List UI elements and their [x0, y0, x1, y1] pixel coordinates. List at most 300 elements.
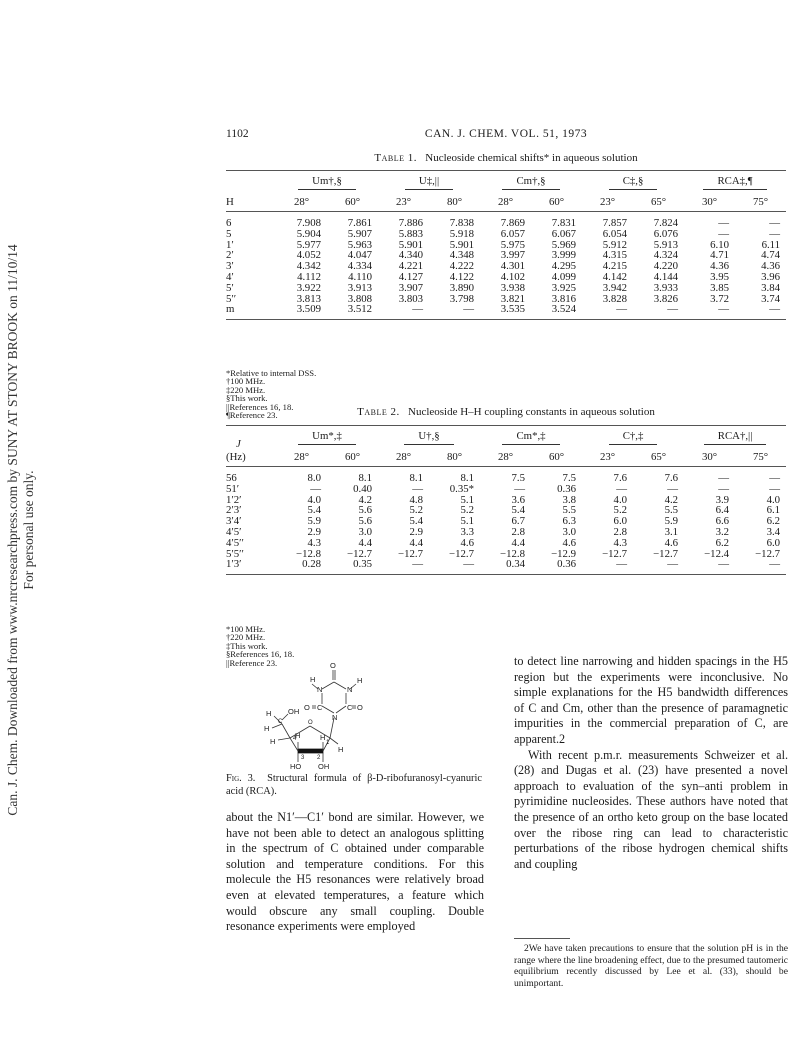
table1-cell: — — [412, 303, 424, 316]
table1-row — [226, 283, 786, 294]
table2-footnote: ‡This work. — [226, 640, 268, 651]
table2-temp-header: 80° — [429, 448, 480, 467]
table2-cell: 3.2 — [715, 525, 730, 538]
table1-group-header — [684, 171, 786, 194]
table2-group-header — [480, 426, 582, 449]
table1-cell: 6.11 — [761, 238, 781, 251]
structural-formula-figure — [226, 658, 480, 770]
table1-cell: 4.315 — [602, 249, 628, 262]
table2-temp-header: 60° — [327, 448, 378, 467]
table1-cell: 7.861 — [347, 217, 373, 229]
table2-cell: −12.7 — [398, 547, 424, 560]
download-note-line2: For personal use only. — [21, 470, 36, 590]
table1-cell: 7.838 — [449, 217, 475, 229]
table2-cell: 4.3 — [307, 536, 321, 549]
table2-cell: 4.4 — [358, 536, 373, 549]
table2-cell: 5.6 — [358, 504, 373, 517]
table2-cell: — — [769, 558, 781, 571]
table2-cell: 0.28 — [302, 558, 321, 571]
table2-cell: 3.1 — [664, 525, 679, 538]
table2-cell: — — [616, 482, 628, 495]
table1-cell: — — [463, 303, 475, 316]
atom-h-5b: H — [264, 724, 270, 733]
table2-cell: 4.3 — [613, 536, 628, 549]
atom-ho3: HO — [290, 762, 302, 770]
table1-cell: 4.102 — [500, 270, 526, 283]
table1-cell: 5.969 — [551, 238, 577, 251]
table1-footnote: ¶Reference 23. — [226, 410, 278, 421]
table2-cell: −12.7 — [449, 547, 475, 560]
table2-cell: 7.6 — [613, 472, 628, 484]
table2-cell: 6.7 — [511, 515, 526, 528]
table1-row — [226, 229, 786, 240]
table1-cell: 3.85 — [710, 281, 730, 294]
table2-cell: −12.7 — [653, 547, 679, 560]
table1-title: Nucleoside chemical shifts* in aqueous solution — [425, 152, 638, 164]
table2-row-label: 56 — [226, 472, 237, 484]
table1-row-label: 5′′ — [226, 292, 237, 305]
table2-cell: 0.34 — [506, 558, 526, 571]
table2-cell: 3.3 — [460, 525, 475, 538]
table2-cell: −12.4 — [704, 547, 730, 560]
table1-cell: 4.144 — [653, 270, 679, 283]
table1-cell: 3.96 — [761, 270, 781, 283]
table1-cell: — — [616, 303, 628, 316]
table1-cell: 3.535 — [500, 303, 526, 316]
table2-cell: 5.6 — [358, 515, 373, 528]
figure3-caption — [226, 772, 482, 798]
table2-cell: 4.2 — [358, 493, 373, 506]
table1-cell: 3.95 — [710, 270, 730, 283]
table1-cell: 4.112 — [297, 270, 321, 283]
table1-footnote: *Relative to internal DSS. — [226, 368, 317, 378]
table1-footnote: †100 MHz. — [226, 376, 266, 387]
table2-cell: 5.2 — [613, 504, 628, 517]
table2-cell: 4.2 — [664, 493, 679, 506]
table2-cell: 2.9 — [307, 525, 321, 538]
table2-cell: 8.1 — [409, 472, 424, 484]
atom-n-right: N — [347, 685, 353, 694]
table1-cell: 5.901 — [449, 238, 475, 251]
table2-title: Nucleoside H–H coupling constants in aqueous solution — [408, 406, 655, 418]
table1-cell: 4.127 — [398, 270, 424, 283]
table1-footnote: ||References 16, 18. — [226, 401, 294, 412]
table2-cell: 5.1 — [460, 515, 475, 528]
table1-temp-header: 65° — [633, 193, 684, 212]
table2-row-label: 5′5′′ — [226, 547, 244, 560]
table2-label: Table 2. — [357, 406, 400, 418]
table1-cell: 5.904 — [296, 227, 321, 240]
atom-num-2: 2 — [317, 755, 321, 761]
table1-row-label: 4′ — [226, 270, 234, 283]
table1-cell: — — [769, 217, 781, 229]
table2-cell: 6.6 — [715, 515, 730, 528]
table2-footnote: †220 MHz. — [226, 632, 266, 643]
table2-row — [226, 467, 786, 484]
table1-group-name: Cm†,§ — [502, 175, 559, 190]
table1-cell: 4.36 — [710, 260, 730, 273]
table2-cell: — — [310, 482, 321, 495]
table1-group-header — [276, 171, 378, 194]
table2-cell: 4.0 — [766, 493, 781, 506]
table1-cell: 5.913 — [653, 238, 679, 251]
table2-cell: 6.1 — [766, 504, 781, 517]
table2-group-name: Um*,‡ — [298, 430, 356, 445]
right-column-text — [514, 654, 788, 872]
atom-o-left: O — [304, 703, 310, 712]
table1-cell: 3.803 — [398, 292, 424, 305]
table1-cell: 4.099 — [551, 270, 577, 283]
table1-cell: 7.857 — [602, 217, 628, 229]
table2-cell: 0.35* — [449, 482, 475, 495]
table1-row-header: H — [226, 171, 276, 212]
atom-oh2: OH — [318, 762, 330, 770]
table1-row — [226, 212, 786, 229]
table1-temp-header: 60° — [327, 193, 378, 212]
table1-cell: 3.942 — [602, 281, 628, 294]
table2-row-label: 51′ — [226, 482, 240, 495]
table1-temp-header: 28° — [480, 193, 531, 212]
table2-cell: −12.7 — [602, 547, 628, 560]
table1-footnote: ‡220 MHz. — [226, 384, 266, 395]
table2-caption — [226, 406, 786, 421]
table2-row — [226, 538, 786, 549]
table1-cell: 4.334 — [347, 260, 373, 273]
atom-n1: N — [332, 713, 338, 722]
table1-cell: 3.925 — [551, 281, 577, 294]
atom-h3: H — [295, 731, 301, 740]
table1-cell: 3.74 — [761, 292, 781, 305]
page-footnote — [514, 938, 788, 989]
table2-cell: 2.9 — [409, 525, 424, 538]
atom-h2: H — [320, 733, 326, 742]
table1-cell: 5.977 — [296, 238, 321, 251]
table2-cell: — — [718, 482, 730, 495]
table2-cell: −12.8 — [296, 547, 321, 560]
table1-cell: 3.813 — [296, 292, 321, 305]
atom-o-right: O — [357, 703, 363, 712]
table1-cell: — — [718, 303, 730, 316]
table1-cell: 3.509 — [296, 303, 321, 316]
right-paragraph-2: With recent p.m.r. measurements Schweizer et al. (28) and Dugas et al. (23) have presented a novel approach to evaluation of the syn–anti problem in pyrimidine nucleosides. These authors have noted that the presence of an ortho keto group on the base located over the ribose ring can lead to characteristic perturbations of the ribose hydrogen chemical shifts and coupling — [514, 747, 788, 871]
table2-cell: 3.8 — [562, 493, 577, 506]
table2-cell: 6.2 — [766, 515, 781, 528]
left-column-text — [226, 810, 484, 935]
table1-cell: 4.301 — [500, 260, 526, 273]
atom-h1: H — [338, 745, 344, 754]
atom-n-left: N — [317, 685, 323, 694]
table2-cell: 0.36 — [557, 558, 577, 571]
atom-c5: C — [278, 719, 283, 725]
table2-temp-header: 60° — [531, 448, 582, 467]
table1-cell: 4.142 — [602, 270, 628, 283]
table1-row-label: 1′ — [226, 238, 234, 251]
table1-cell: 4.122 — [449, 270, 475, 283]
table1-cell: — — [769, 303, 781, 316]
table1-row-label: 5′ — [226, 281, 234, 294]
atom-num-4: 4 — [293, 736, 297, 742]
atom-h-5a: H — [266, 709, 272, 718]
table2-group-header — [276, 426, 378, 449]
atom-num-3: 3 — [301, 755, 305, 761]
table1-footnote: §This work. — [226, 393, 268, 404]
table2-row — [226, 559, 786, 574]
table2-row-label: 4′5′′ — [226, 536, 244, 549]
table1-group-name: RCA‡,¶ — [703, 175, 766, 190]
table1-cell: 6.067 — [551, 227, 577, 240]
table2-group-name: RCA†,|| — [704, 430, 767, 445]
table1-cell: 5.918 — [449, 227, 475, 240]
table1-cell: 3.826 — [653, 292, 679, 305]
journal-header: CAN. J. CHEM. VOL. 51, 1973 — [424, 128, 588, 140]
table2-cell: 5.4 — [409, 515, 424, 528]
table2-cell: 5.1 — [460, 493, 475, 506]
table2-footnote: §References 16, 18. — [226, 649, 295, 660]
table2-cell: — — [514, 482, 526, 495]
table1-caption — [226, 152, 786, 164]
table1-row-label: 5 — [226, 227, 232, 240]
table1-cell: — — [667, 303, 679, 316]
table2-temp-header: 28° — [378, 448, 429, 467]
table2-row-label: 2′3′ — [226, 504, 242, 517]
table2-row-label: 3′4′ — [226, 515, 242, 528]
table2-cell: 4.4 — [409, 536, 424, 549]
table1-cell: 6.10 — [710, 238, 730, 251]
table2-cell: 0.40 — [353, 482, 373, 495]
table2-cell: 8.1 — [358, 472, 373, 484]
table1-cell: 7.831 — [551, 217, 577, 229]
table1-cell: 3.890 — [449, 281, 475, 294]
table2-cell: 5.2 — [460, 504, 475, 517]
table1-cell: 3.933 — [653, 281, 679, 294]
table1-cell: 5.901 — [398, 238, 424, 251]
table2-temp-header: 28° — [480, 448, 531, 467]
table1-group-name: C‡,§ — [609, 175, 658, 190]
table2-cell: 4.8 — [409, 493, 424, 506]
table2-row-header-j: J — [236, 438, 241, 450]
table1-temp-header: 80° — [429, 193, 480, 212]
table1-cell: 5.907 — [347, 227, 373, 240]
table2-cell: — — [667, 482, 679, 495]
table1-cell: 3.84 — [761, 281, 781, 294]
table1-row-label: 6 — [226, 217, 232, 229]
table1-cell: 7.886 — [398, 217, 424, 229]
table2-cell: — — [616, 558, 628, 571]
table2-cell: 3.4 — [766, 525, 781, 538]
table1-cell: 3.821 — [500, 292, 526, 305]
table2-row-label: 1′3′ — [226, 558, 242, 571]
table1-group-name: U‡,|| — [405, 175, 453, 190]
table2-group-name: Cm*,‡ — [502, 430, 559, 445]
table2-cell: −12.9 — [551, 547, 577, 560]
table2 — [226, 425, 786, 575]
table2-cell: — — [769, 482, 781, 495]
table2-temp-header: 28° — [276, 448, 327, 467]
atom-o-ring: O — [308, 720, 313, 726]
table1-label: Table 1. — [374, 152, 418, 164]
figure3-label: Fig. 3. — [226, 773, 256, 784]
table2-group-name: C†,‡ — [609, 430, 658, 445]
table2-cell: 2.8 — [613, 525, 628, 538]
table2-cell: 8.0 — [307, 472, 321, 484]
table2-group-name: U†,§ — [404, 430, 453, 445]
table2-cell: 5.5 — [664, 504, 679, 517]
table2-cell: — — [769, 472, 781, 484]
table1 — [226, 170, 786, 320]
table1-cell: 4.324 — [653, 249, 679, 262]
table1-row-label: m — [226, 303, 235, 316]
table2-cell: — — [718, 558, 730, 571]
table1-group-header — [480, 171, 582, 194]
table2-cell: 6.0 — [613, 515, 628, 528]
table1-cell: — — [769, 227, 781, 240]
table2-cell: 5.4 — [307, 504, 321, 517]
running-header — [226, 128, 786, 144]
table2-cell: 3.9 — [715, 493, 730, 506]
table1-cell: 7.824 — [653, 217, 679, 229]
table1-cell: 4.295 — [551, 260, 577, 273]
table1-cell: 3.938 — [500, 281, 526, 294]
table1-cell: — — [718, 227, 730, 240]
right-paragraph-1: to detect line narrowing and hidden spacings in the H5 region but the experiments were inconclusive. No simple explanations for the H5 bandwidth differences of C and Cm, other than the presence of paramagnetic impurities in the commercial preparation of C, are apparent.2 — [514, 654, 788, 746]
table1-temp-header: 23° — [582, 193, 633, 212]
table1-cell: 4.36 — [761, 260, 781, 273]
table2-cell: 4.6 — [460, 536, 475, 549]
table1-cell: 4.74 — [761, 249, 781, 262]
table2-cell: — — [412, 558, 424, 571]
table2-cell: 5.4 — [511, 504, 526, 517]
table2-cell: 6.2 — [715, 536, 730, 549]
table2-cell: 6.4 — [715, 504, 730, 517]
atom-num-1: 1 — [326, 740, 330, 746]
table1-group-header — [582, 171, 684, 194]
table1-cell: 7.908 — [296, 217, 321, 229]
table1-cell: 3.816 — [551, 292, 577, 305]
table1-cell: 4.340 — [398, 249, 424, 262]
table2-cell: — — [463, 558, 475, 571]
table1-cell: 4.342 — [296, 260, 321, 273]
table1-cell: 4.052 — [296, 249, 321, 262]
table1-cell: 4.220 — [653, 260, 679, 273]
download-side-note — [4, 90, 38, 970]
table2-cell: 2.8 — [511, 525, 526, 538]
table1-cell: 4.221 — [398, 260, 424, 273]
table2-cell: 3.6 — [511, 493, 526, 506]
table1-cell: 5.912 — [602, 238, 628, 251]
table2-cell: 0.36 — [557, 482, 577, 495]
table1-cell: 7.869 — [500, 217, 526, 229]
table2-cell: 4.0 — [307, 493, 321, 506]
table1-cell: 3.828 — [602, 292, 628, 305]
table1-cell: 6.057 — [500, 227, 526, 240]
table2-cell: — — [412, 482, 424, 495]
table2-cell: 4.4 — [511, 536, 526, 549]
table1-cell: 3.922 — [296, 281, 321, 294]
table2-cell: 4.0 — [613, 493, 628, 506]
atom-h-right: H — [357, 676, 363, 685]
table2-cell: 5.9 — [664, 515, 679, 528]
footnote-rule — [514, 938, 570, 939]
table2-temp-header: 65° — [633, 448, 684, 467]
table2-cell: 6.3 — [562, 515, 577, 528]
atom-oh5: OH — [288, 707, 300, 716]
table1-temp-header: 23° — [378, 193, 429, 212]
table1-cell: — — [718, 217, 730, 229]
table2-group-header — [684, 426, 786, 449]
table1-cell: 3.913 — [347, 281, 373, 294]
table2-cell: 3.0 — [562, 525, 577, 538]
table2-row-header-unit: (Hz) — [226, 451, 246, 463]
table2-footnote: ||Reference 23. — [226, 657, 278, 668]
table1-cell: 4.348 — [449, 249, 475, 262]
table1-cell: 3.512 — [347, 303, 373, 316]
table2-cell: 5.5 — [562, 504, 577, 517]
table2-group-header — [378, 426, 480, 449]
table1-row — [226, 304, 786, 319]
table2-cell: −12.7 — [347, 547, 373, 560]
table1-temp-header: 28° — [276, 193, 327, 212]
table2-temp-header: 30° — [684, 448, 735, 467]
table1-cell: 4.222 — [449, 260, 475, 273]
table1-cell: 5.963 — [347, 238, 373, 251]
table2-row-label: 4′5′ — [226, 525, 242, 538]
table1-group-name: Um†,§ — [298, 175, 356, 190]
table1-cell: 3.997 — [500, 249, 526, 262]
footnote-text: 2We have taken precautions to ensure that the solution pH is in the range where the line broadening effect, due to the presumed tautomeric equilibrium recently discussed by Lee et al. (33), should be unimportant. — [514, 943, 788, 989]
table2-cell: 7.5 — [562, 472, 577, 484]
atom-h-n3: H — [310, 675, 316, 684]
table1-cell: 3.999 — [551, 249, 577, 262]
table2-cell: −12.7 — [755, 547, 781, 560]
table1-group-header — [378, 171, 480, 194]
table1-cell: 6.054 — [602, 227, 628, 240]
table2-cell: — — [718, 472, 730, 484]
figure3-caption-text: Structural formula of β-D-ribofuranosyl-cyanuric acid (RCA). — [226, 773, 482, 797]
table2-cell: 4.6 — [664, 536, 679, 549]
table2-group-header — [582, 426, 684, 449]
download-note-line1: Can. J. Chem. Downloaded from www.nrcresearchpress.com by SUNY AT STONY BROOK on 11/10/14 — [5, 244, 20, 816]
table1-cell: 3.72 — [710, 292, 730, 305]
left-paragraph: about the N1′—C1′ bond are similar. However, we have not been able to detect an analogous splitting in the spectrum of C obtained under comparable solution and temperature conditions. For this molecule the H5 resonances were relatively broad even at elevated temperatures, a feature which would obscure any small coupling. Double resonance experiments were employed — [226, 810, 484, 934]
page-number: 1102 — [226, 128, 249, 140]
table1-temp-header: 60° — [531, 193, 582, 212]
atom-c-left: C — [317, 703, 323, 712]
table1-cell: 4.110 — [348, 270, 373, 283]
table2-cell: −12.8 — [500, 547, 526, 560]
table2-cell: 0.35 — [353, 558, 373, 571]
table1-cell: 3.798 — [449, 292, 475, 305]
table1-cell: 3.808 — [347, 292, 373, 305]
table1-temp-header: 75° — [735, 193, 786, 212]
table2-cell: 8.1 — [460, 472, 475, 484]
table1-cell: 4.71 — [710, 249, 730, 262]
table1-cell: 6.076 — [653, 227, 679, 240]
table1-row-label: 3′ — [226, 260, 234, 273]
table2-cell: 6.0 — [766, 536, 781, 549]
atom-c-right: C — [347, 703, 353, 712]
atom-o-top: O — [330, 661, 336, 670]
table2-temp-header: 23° — [582, 448, 633, 467]
table1-cell: 3.907 — [398, 281, 424, 294]
table2-temp-header: 75° — [735, 448, 786, 467]
table2-cell: — — [667, 558, 679, 571]
table1-row-label: 2′ — [226, 249, 234, 262]
table2-cell: 5.2 — [409, 504, 424, 517]
table2-footnote: *100 MHz. — [226, 624, 266, 634]
table1-cell: 4.047 — [347, 249, 373, 262]
table2-row — [226, 484, 786, 495]
table1-temp-header: 30° — [684, 193, 735, 212]
